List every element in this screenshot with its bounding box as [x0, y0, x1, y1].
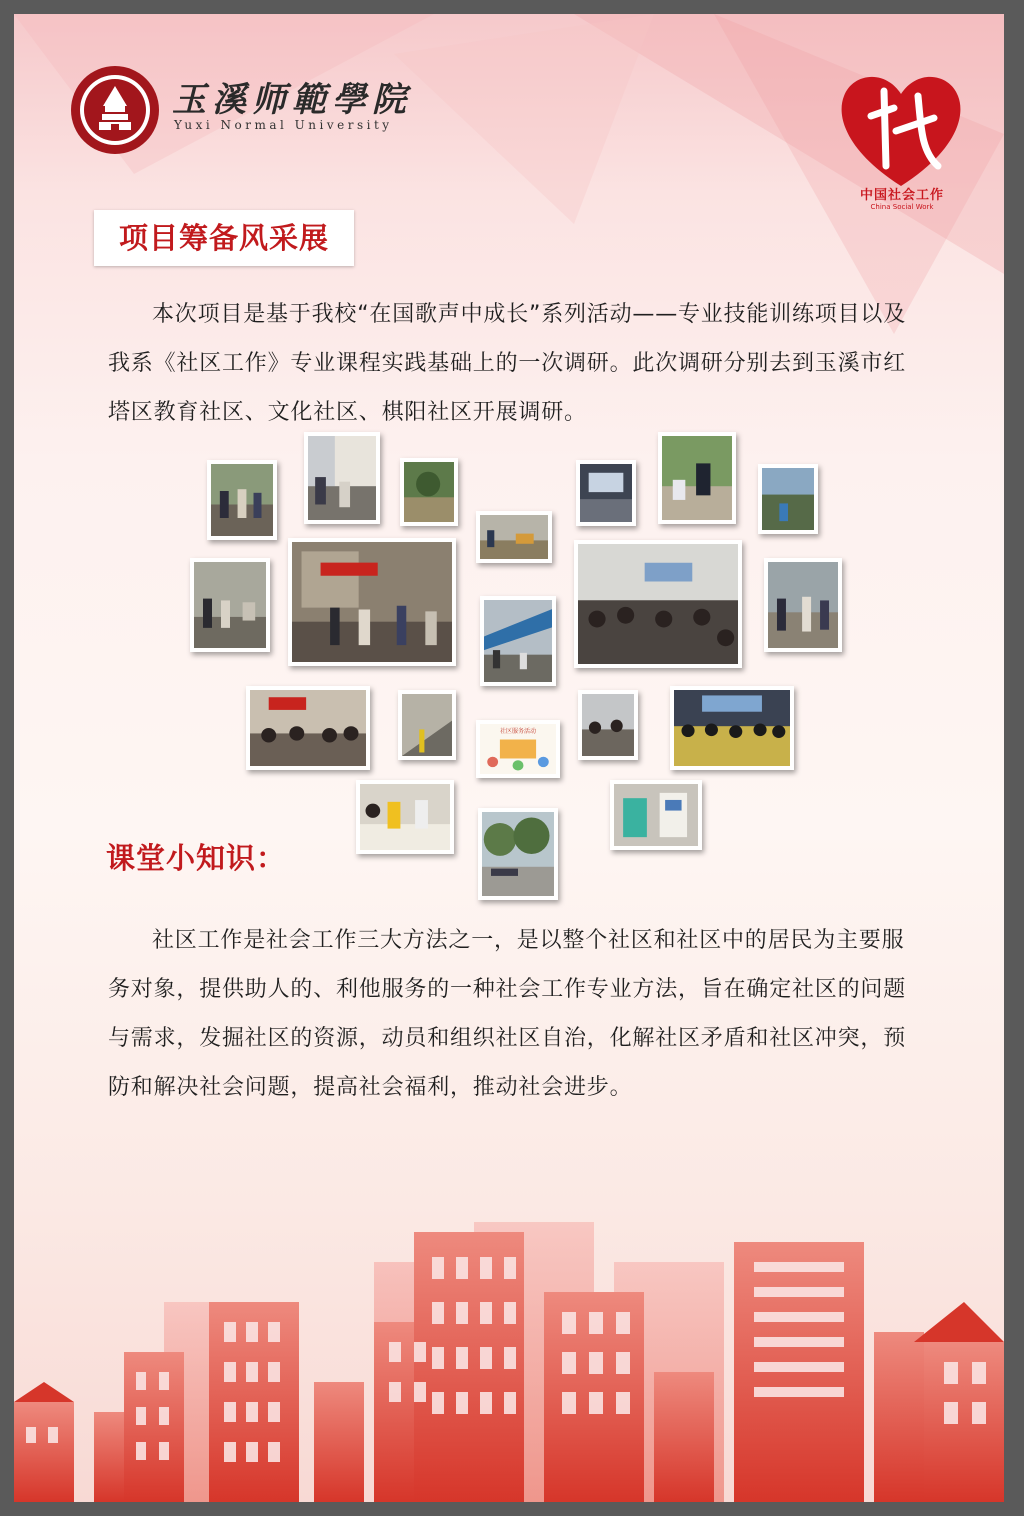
gallery-photo [304, 432, 380, 524]
gallery-photo [356, 780, 454, 854]
gallery-photo [658, 432, 736, 524]
section1-text: 本次项目是基于我校“在国歌声中成长”系列活动——专业技能训练项目以及我系《社区工作》专业课程实践基础上的一次调研。此次调研分别去到玉溪市红塔区教育社区、文化社区、棋阳社区开展调研。 [108, 302, 907, 425]
gallery-photo [578, 690, 638, 760]
inset-photo-caption: 社区服务活动 [499, 728, 536, 735]
gallery-photo [288, 538, 456, 666]
gallery-photo [670, 686, 794, 770]
gallery-photo [400, 458, 458, 526]
university-name-cn: 玉溪师範學院 [172, 80, 412, 120]
gallery-photo [574, 540, 742, 668]
gallery-photo [207, 460, 277, 540]
university-seal-icon [69, 64, 161, 156]
section2-paragraph [108, 916, 926, 1112]
gallery-photo [398, 690, 456, 760]
logo-label-cn: 中国社会工作 [859, 188, 944, 203]
gallery-photo [190, 558, 270, 652]
poster [14, 14, 1004, 1502]
gallery-photo [476, 511, 552, 563]
section2-text: 社区工作是社会工作三大方法之一，是以整个社区和社区中的居民为主要服务对象，提供助人的、利他服务的一种社会工作专业方法，旨在确定社区的问题与需求，发掘社区的资源，动员和组织社区自治，化解社区矛盾和社区冲突，预防和解决社会问题，提高社会福利，推动社会进步。 [108, 928, 907, 1100]
logo-label-en: China Social Work [870, 203, 934, 211]
gallery-photo [478, 808, 558, 900]
section-title-project-showcase: 项目筹备风采展 [94, 210, 354, 266]
gallery-photo [610, 780, 702, 850]
section-title-class-knowledge: 课堂小知识： [106, 841, 287, 875]
gallery-photo [576, 460, 636, 526]
gallery-photo [480, 596, 556, 686]
city-skyline-illustration [14, 1202, 1004, 1502]
gallery-photo [764, 558, 842, 652]
section1-paragraph [108, 290, 926, 437]
gallery-photo [246, 686, 370, 770]
gallery-photo [758, 464, 818, 534]
gallery-photo [476, 720, 560, 778]
university-name-en: Yuxi Normal University [174, 118, 393, 132]
